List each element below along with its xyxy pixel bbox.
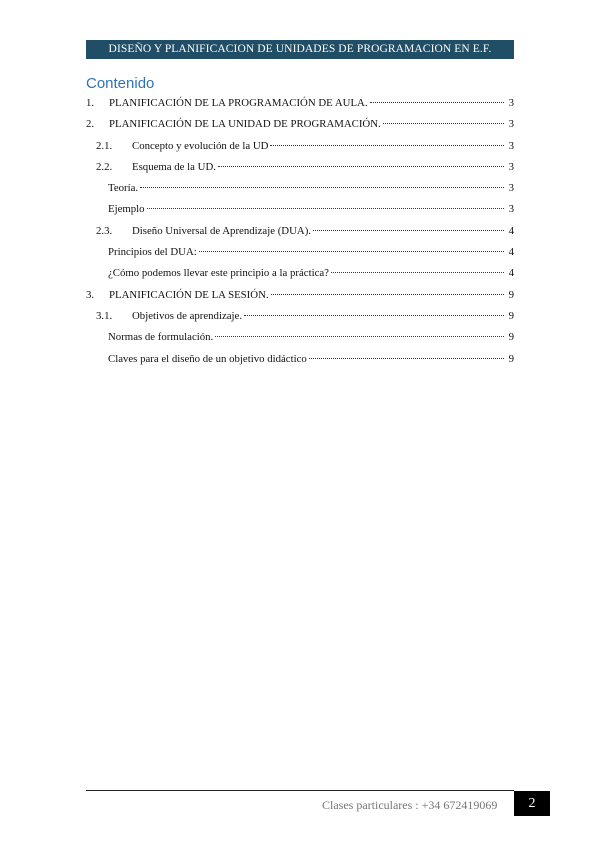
toc-entry[interactable]: [86, 242, 514, 263]
toc-entry-number: 2.3.: [96, 224, 113, 237]
toc-entry-title: Teoría.: [108, 182, 139, 195]
table-of-contents: [86, 93, 514, 370]
toc-entry-page: 9: [508, 331, 514, 344]
toc-entry[interactable]: [86, 263, 514, 284]
toc-entry[interactable]: [86, 93, 514, 114]
toc-entry[interactable]: [86, 221, 514, 242]
toc-entry-page: 3: [508, 203, 514, 216]
toc-dot-leader: [140, 186, 504, 188]
toc-entry-title: Esquema de la UD.: [132, 160, 216, 173]
toc-dot-leader: [271, 293, 504, 295]
document-header: DISEÑO Y PLANIFICACION DE UNIDADES DE PROGRAMACION EN E.F.: [86, 40, 514, 59]
toc-entry[interactable]: [86, 306, 514, 327]
toc-entry-title: Normas de formulación.: [108, 331, 214, 344]
toc-dot-leader: [215, 335, 504, 337]
toc-entry-title: ¿Cómo podemos llevar este principio a la práctica?: [108, 267, 329, 280]
toc-heading: Contenido: [86, 75, 155, 92]
toc-entry-page: 3: [508, 160, 514, 173]
toc-entry-page: 3: [508, 139, 514, 152]
toc-dot-leader: [370, 101, 504, 103]
toc-entry-page: 9: [508, 288, 514, 301]
footer-divider: [86, 790, 514, 791]
toc-entry-number: 3.1.: [96, 309, 113, 322]
toc-entry-page: 9: [508, 352, 514, 365]
toc-entry-title: Ejemplo: [108, 203, 145, 216]
toc-dot-leader: [218, 165, 504, 167]
toc-entry-title: Diseño Universal de Aprendizaje (DUA).: [132, 224, 311, 237]
toc-entry-number: 2.2.: [96, 160, 113, 173]
toc-entry-page: 9: [508, 309, 514, 322]
toc-entry-page: 3: [508, 118, 514, 131]
toc-entry-title: PLANIFICACIÓN DE LA SESIÓN.: [109, 288, 269, 301]
toc-dot-leader: [309, 357, 504, 359]
toc-entry-title: Claves para el diseño de un objetivo didáctico: [108, 352, 307, 365]
toc-dot-leader: [270, 144, 504, 146]
toc-entry-number: 2.1.: [96, 139, 113, 152]
toc-entry-page: 3: [508, 97, 514, 109]
toc-entry-title: Principios del DUA:: [108, 246, 197, 259]
toc-dot-leader: [313, 229, 504, 231]
toc-entry[interactable]: [86, 199, 514, 220]
toc-entry[interactable]: [86, 136, 514, 157]
toc-entry-title: Concepto y evolución de la UD: [132, 139, 269, 152]
toc-dot-leader: [383, 122, 504, 124]
page-number-box: 2: [514, 791, 550, 816]
toc-dot-leader: [199, 250, 504, 252]
toc-entry[interactable]: [86, 285, 514, 306]
toc-entry-number: 3.: [86, 288, 95, 301]
toc-entry-title: Objetivos de aprendizaje.: [132, 309, 243, 322]
footer-contact: Clases particulares : +34 672419069: [322, 798, 498, 812]
toc-dot-leader: [147, 207, 504, 209]
toc-entry[interactable]: [86, 157, 514, 178]
toc-entry-page: 4: [508, 224, 514, 237]
toc-entry-page: 4: [508, 267, 514, 280]
toc-entry-title: PLANIFICACIÓN DE LA UNIDAD DE PROGRAMACIÓN.: [109, 118, 381, 131]
toc-dot-leader: [331, 271, 504, 273]
toc-entry[interactable]: [86, 349, 514, 370]
toc-entry[interactable]: [86, 327, 514, 348]
toc-entry-number: 2.: [86, 118, 95, 131]
toc-entry-page: 3: [508, 182, 514, 195]
toc-entry-title: PLANIFICACIÓN DE LA PROGRAMACIÓN DE AULA.: [109, 97, 368, 109]
toc-entry-page: 4: [508, 246, 514, 259]
toc-dot-leader: [244, 314, 504, 316]
toc-entry[interactable]: [86, 114, 514, 135]
toc-entry[interactable]: [86, 178, 514, 199]
toc-entry-number: 1.: [86, 97, 95, 109]
